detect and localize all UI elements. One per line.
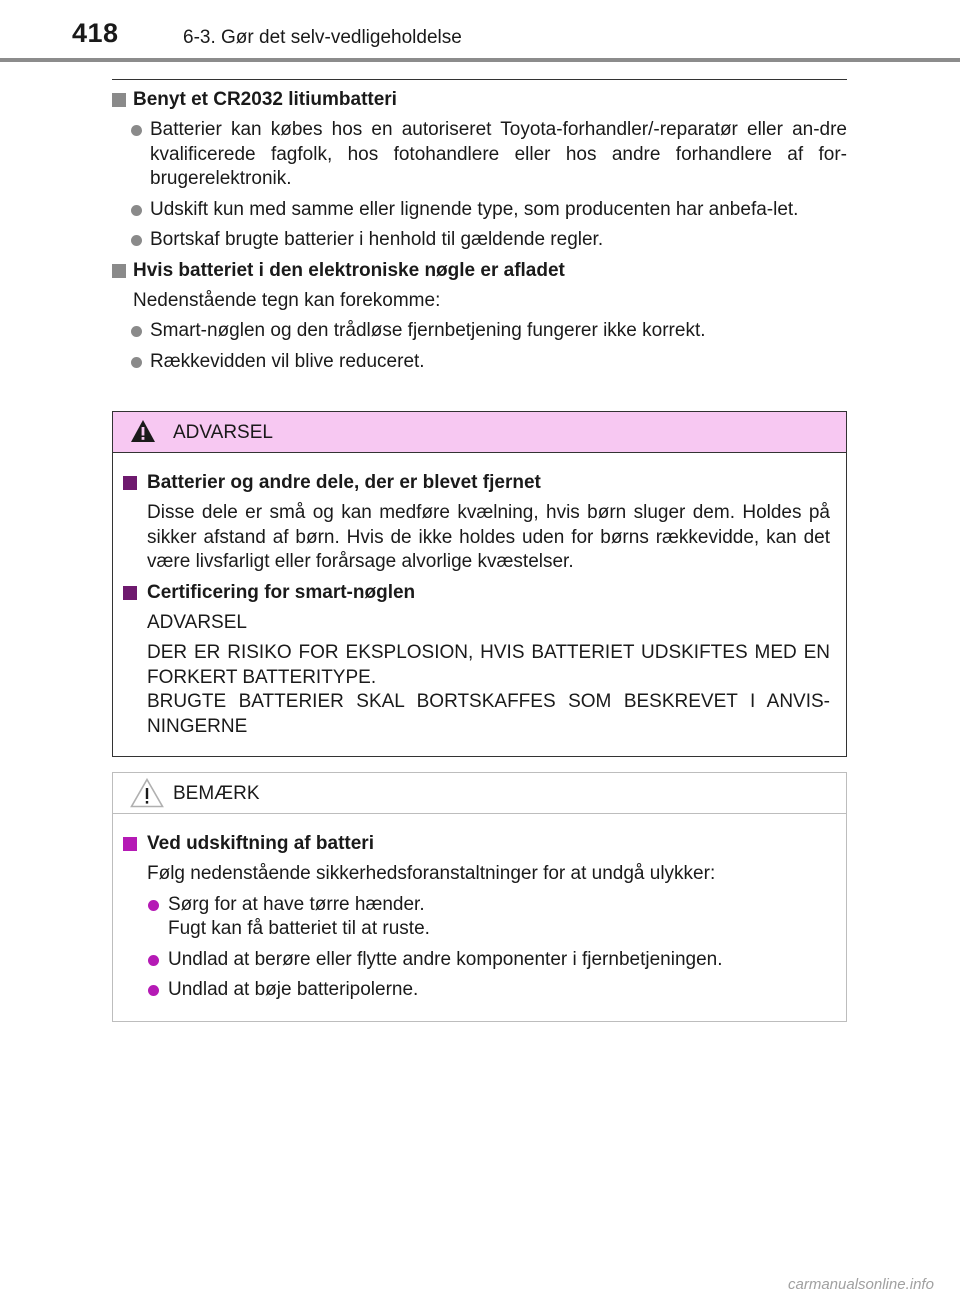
watermark: carmanualsonline.info (788, 1276, 934, 1293)
page-header (0, 0, 960, 62)
list-item: Rækkevidden vil blive reduceret. (112, 350, 847, 375)
warning-heading: Batterier og andre dele, der er blevet fjernet (123, 471, 830, 495)
square-bullet-icon (123, 476, 137, 490)
warning-box-header (113, 412, 846, 453)
list-item: Batterier kan købes hos en autoriseret Toyota-forhandler/-reparatør eller an-dre kvalificerede fagfolk, hos fotohandlere eller hos andre forhandlere af for-brugerelektronik. (112, 118, 847, 192)
section-title: 6-3. Gør det selv-vedligeholdelse (183, 27, 462, 48)
note-intro: Følg nedenstående sikkerhedsforanstaltninger for at undgå ulykker: (147, 863, 716, 884)
page-number: 418 (72, 18, 119, 48)
square-bullet-icon (112, 264, 126, 278)
round-bullet-icon (131, 235, 142, 246)
warning-title: ADVARSEL (173, 422, 273, 443)
round-bullet-icon (148, 955, 159, 966)
note-box (112, 772, 847, 1022)
intro-text: Nedenstående tegn kan forekomme: (133, 289, 441, 311)
warning-text: Disse dele er små og kan medføre kvælning, hvis børn sluger dem. Holdes på sikker afstand af børn. Hvis de ikke holdes uden for børns rækkevidde, kan det være livsfarligt eller forårsage alvorlige kvæstelser. (147, 502, 830, 572)
warning-line: DER ER RISIKO FOR EKSPLOSION, HVIS BATTERIET UDSKIFTES MED EN FORKERT BATTERITYPE. BRUGTE BATTERIER SKAL BORTSKAFFES SOM BESKREVET I ANVIS-NINGERNE (147, 642, 830, 737)
list-item: Smart-nøglen og den trådløse fjernbetjening fungerer ikke korrekt. (112, 319, 847, 344)
round-bullet-icon (131, 205, 142, 216)
main-content (112, 79, 847, 380)
list-item: Undlad at berøre eller flytte andre komponenter i fjernbetjeningen. (123, 948, 830, 973)
note-box-header (113, 773, 846, 814)
warning-body (113, 453, 846, 739)
round-bullet-icon (148, 985, 159, 996)
list-item: Undlad at bøje batteripolerne. (123, 978, 830, 1003)
divider (112, 79, 847, 80)
square-bullet-icon (112, 93, 126, 107)
section-heading: Benyt et CR2032 litiumbatteri (112, 88, 847, 112)
list-item: Bortskaf brugte batterier i henhold til gældende regler. (112, 228, 847, 253)
header-rule (0, 58, 960, 62)
caution-outline-triangle-icon (130, 778, 164, 808)
round-bullet-icon (131, 326, 142, 337)
list-item: Udskift kun med samme eller lignende type, som producenten har anbefa-let. (112, 198, 847, 223)
note-heading: Ved udskiftning af batteri (123, 832, 830, 856)
round-bullet-icon (131, 125, 142, 136)
note-title: BEMÆRK (173, 783, 260, 804)
warning-line: ADVARSEL (147, 611, 247, 633)
warning-heading: Certificering for smart-nøglen (123, 581, 830, 605)
list-item: Sørg for at have tørre hænder. Fugt kan få batteriet til at ruste. (123, 893, 830, 942)
square-bullet-icon (123, 837, 137, 851)
square-bullet-icon (123, 586, 137, 600)
round-bullet-icon (148, 900, 159, 911)
warning-triangle-icon (130, 419, 156, 443)
warning-box (112, 411, 847, 757)
round-bullet-icon (131, 357, 142, 368)
section-heading: Hvis batteriet i den elektroniske nøgle er afladet (112, 259, 847, 283)
note-body (113, 814, 846, 1003)
